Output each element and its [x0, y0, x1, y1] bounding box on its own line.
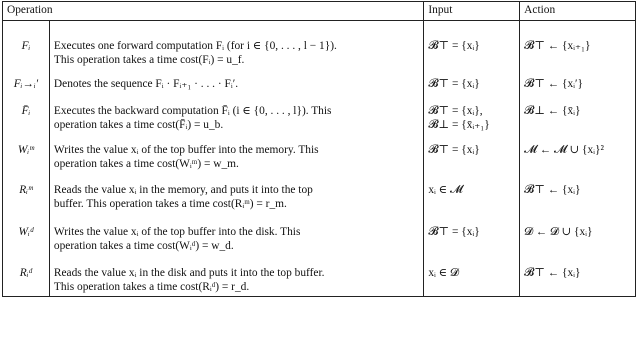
description-line: Executes the backward computation F̄ᵢ (i ∈ {0, . . . , l}). This [53, 105, 332, 117]
operation-description [49, 255, 423, 297]
table-row [3, 134, 636, 173]
input-line: 𝓑⊤ = {xᵢ} [428, 226, 480, 238]
table-row [3, 173, 636, 213]
operation-description [49, 213, 423, 255]
operation-symbol: Rᵢᵈ [3, 255, 50, 297]
action-line: 𝓜 ← 𝓜 ∪ {xᵢ}² [524, 144, 604, 156]
operations-table [2, 1, 636, 297]
table-row [3, 21, 636, 70]
operation-action [520, 173, 636, 213]
action-line: 𝓑⊤ ← {xᵢ} [524, 184, 581, 196]
description-line: buffer. This operation takes a time cost(Rᵢᵐ) = r_m. [53, 198, 287, 210]
input-line: 𝓑⊤ = {xᵢ}, [428, 105, 483, 117]
operation-symbol: Fᵢ [3, 21, 50, 70]
operation-input [424, 213, 520, 255]
operation-action [520, 134, 636, 173]
table-row [3, 213, 636, 255]
input-line: 𝓑⊥ = {x̄ᵢ₊₁} [428, 119, 490, 131]
table-row [3, 97, 636, 134]
table-header-row [3, 2, 636, 21]
operation-description [49, 97, 423, 134]
header-action: Action [520, 2, 636, 21]
operation-input [424, 21, 520, 70]
description-line: operation takes a time cost(Wᵢᵈ) = w_d. [53, 240, 234, 252]
action-line: 𝓓 ← 𝓓 ∪ {xᵢ} [524, 226, 593, 238]
input-line: 𝓑⊤ = {xᵢ} [428, 78, 480, 90]
action-line: 𝓑⊤ ← {xᵢ} [524, 267, 581, 279]
operation-input [424, 134, 520, 173]
operation-input [424, 97, 520, 134]
action-line: 𝓑⊥ ← {x̄ᵢ} [524, 105, 581, 117]
operation-action [520, 69, 636, 97]
operation-symbol: F̄ᵢ [3, 97, 50, 134]
header-input: Input [424, 2, 520, 21]
description-line: Reads the value xᵢ in the disk and puts it into the top buffer. [53, 267, 325, 279]
description-line: Reads the value xᵢ in the memory, and puts it into the top [53, 184, 313, 196]
header-operation: Operation [3, 2, 424, 21]
description-line: Writes the value xᵢ of the top buffer into the disk. This [53, 226, 301, 238]
input-line: 𝓑⊤ = {xᵢ} [428, 144, 480, 156]
operation-action [520, 255, 636, 297]
description-line: This operation takes a time cost(Fᵢ) = u_f. [53, 54, 245, 66]
description-line: Denotes the sequence Fᵢ · Fᵢ₊₁ · . . . · Fᵢ′. [53, 78, 239, 90]
description-line: Executes one forward computation Fᵢ (for i ∈ {0, . . . , l − 1}). [53, 40, 337, 52]
operation-description [49, 134, 423, 173]
operation-action [520, 97, 636, 134]
description-line: Writes the value xᵢ of the top buffer into the memory. This [53, 144, 319, 156]
description-line: operation takes a time cost(F̄ᵢ) = u_b. [53, 119, 224, 131]
operation-action [520, 21, 636, 70]
operation-symbol: Rᵢᵐ [3, 173, 50, 213]
operation-description [49, 69, 423, 97]
table-row [3, 255, 636, 297]
input-line: xᵢ ∈ 𝓜 [428, 184, 463, 196]
operation-action [520, 213, 636, 255]
operation-description [49, 21, 423, 70]
description-line: operation takes a time cost(Wᵢᵐ) = w_m. [53, 158, 239, 170]
operation-input [424, 69, 520, 97]
operation-input [424, 173, 520, 213]
description-line: This operation takes a time cost(Rᵢᵈ) = r_d. [53, 281, 250, 293]
input-line: xᵢ ∈ 𝓓 [428, 267, 459, 279]
table-row [3, 69, 636, 97]
input-line: 𝓑⊤ = {xᵢ} [428, 40, 480, 52]
operation-symbol: Wᵢᵐ [3, 134, 50, 173]
operation-input [424, 255, 520, 297]
operation-symbol: Wᵢᵈ [3, 213, 50, 255]
action-line: 𝓑⊤ ← {xᵢ′} [524, 78, 584, 90]
operation-symbol: Fᵢ→ᵢ′ [3, 69, 50, 97]
action-line: 𝓑⊤ ← {xᵢ₊₁} [524, 40, 591, 52]
operation-description [49, 173, 423, 213]
